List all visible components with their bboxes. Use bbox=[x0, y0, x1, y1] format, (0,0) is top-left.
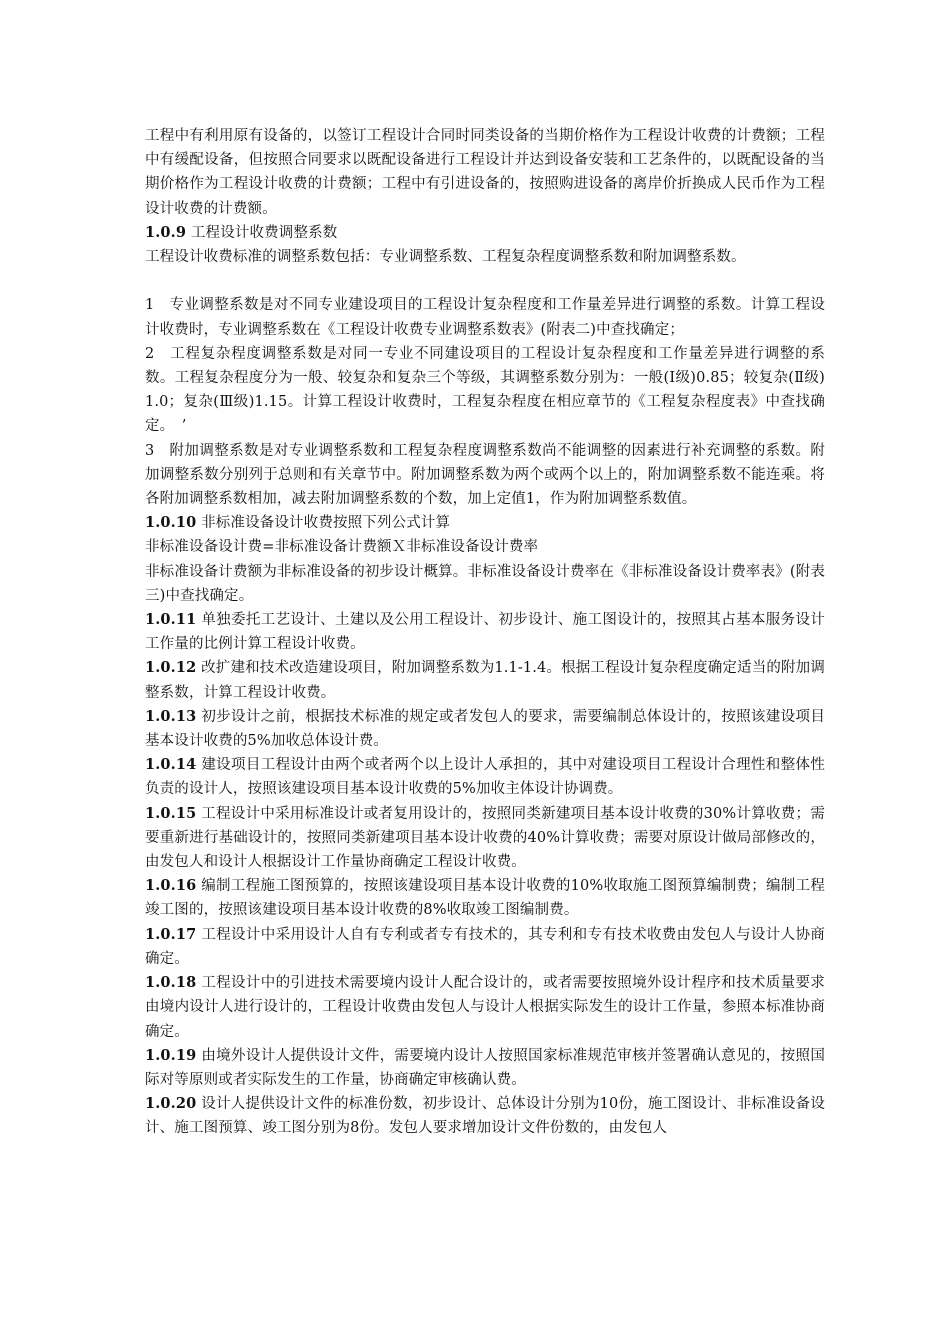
list-item-2-complexity-coefficient bbox=[145, 342, 825, 439]
list-item-text: 3 附加调整系数是对专业调整系数和工程复杂程度调整系数尚不能调整的因素进行补充调整的系数。附加调整系数分别列于总则和有关章节中。附加调整系数为两个或两个以上的，附加调整系数不能连乘。将各附加调整系数相加，减去附加调整系数的个数，加上定值1，作为附加调整系数值。 bbox=[145, 442, 825, 508]
section-number: 1.0.10 bbox=[145, 514, 197, 532]
section-number: 1.0.15 bbox=[145, 804, 197, 822]
section-text: 建设项目工程设计由两个或者两个以上设计人承担的，其中对建设项目工程设计合理性和整体性负责的设计人，按照该建设项目基本设计收费的5%加收主体设计协调费。 bbox=[145, 757, 825, 798]
section-1-0-16 bbox=[145, 874, 825, 922]
section-text: 工程设计中的引进技术需要境内设计人配合设计的，或者需要按照境外设计程序和技术质量要求由境内设计人进行设计的，工程设计收费由发包人与设计人根据实际发生的设计工作量，参照本标准协商确定。 bbox=[145, 975, 825, 1040]
paragraph-adjustment-coefficients bbox=[145, 245, 825, 269]
list-item-text: 1 专业调整系数是对不同专业建设项目的工程设计复杂程度和工作量差异进行调整的系数。计算工程设计收费时，专业调整系数在《工程设计收费专业调整系数表》(附表二)中查找确定； bbox=[145, 297, 825, 338]
section-text: 设计人提供设计文件的标准份数，初步设计、总体设计分别为10份，施工图设计、非标准设备设计、施工图预算、竣工图分别为8份。发包人要求增加设计文件份数的，由发包人 bbox=[145, 1096, 825, 1137]
section-number: 1.0.13 bbox=[145, 707, 197, 725]
section-1-0-10 bbox=[145, 511, 825, 535]
list-item-1-professional-coefficient bbox=[145, 293, 825, 341]
section-1-0-12 bbox=[145, 656, 825, 704]
section-1-0-20 bbox=[145, 1092, 825, 1140]
section-text: 工程设计中采用标准设计或者复用设计的，按照同类新建项目基本设计收费的30%计算收费；需要重新进行基础设计的，按照同类新建项目基本设计收费的40%计算收费；需要对原设计做局部修改的，由发包人和设计人根据设计工作量协商确定工程设计收费。 bbox=[145, 805, 825, 871]
paragraph-equipment-fee-basis bbox=[145, 124, 825, 221]
section-number: 1.0.19 bbox=[145, 1046, 197, 1064]
section-text: 改扩建和技术改造建设项目，附加调整系数为1.1-1.4。根据工程设计复杂程度确定适当的附加调整系数，计算工程设计收费。 bbox=[145, 660, 825, 701]
section-number: 1.0.9 bbox=[145, 223, 187, 241]
section-number: 1.0.20 bbox=[145, 1095, 197, 1113]
section-1-0-15 bbox=[145, 802, 825, 875]
section-number: 1.0.17 bbox=[145, 925, 197, 943]
section-number: 1.0.14 bbox=[145, 756, 197, 774]
section-1-0-19 bbox=[145, 1044, 825, 1092]
section-text: 编制工程施工图预算的，按照该建设项目基本设计收费的10%收取施工图预算编制费；编制工程竣工图的，按照该建设项目基本设计收费的8%收取竣工图编制费。 bbox=[145, 878, 825, 919]
blank-line bbox=[145, 269, 825, 293]
section-text: 初步设计之前，根据技术标准的规定或者发包人的要求，需要编制总体设计的，按照该建设项目基本设计收费的5%加收总体设计费。 bbox=[145, 708, 825, 750]
section-text: 由境外设计人提供设计文件，需要境内设计人按照国家标准规范审核并签署确认意见的，按照国际对等原则或者实际发生的工作量，协商确定审核确认费。 bbox=[145, 1047, 825, 1088]
section-text: 单独委托工艺设计、土建以及公用工程设计、初步设计、施工图设计的，按照其占基本服务设计工作量的比例计算工程设计收费。 bbox=[145, 612, 825, 653]
section-1-0-17 bbox=[145, 923, 825, 971]
list-item-3-additional-coefficient bbox=[145, 439, 825, 512]
section-text: 工程设计收费调整系数 bbox=[190, 224, 338, 241]
section-number: 1.0.12 bbox=[145, 659, 197, 677]
section-text: 工程设计中采用设计人自有专利或者专有技术的，其专利和专有技术收费由发包人与设计人协商确定。 bbox=[145, 926, 825, 967]
section-text: 非标准设备设计收费按照下列公式计算 bbox=[201, 515, 451, 532]
section-1-0-14 bbox=[145, 753, 825, 801]
section-number: 1.0.11 bbox=[145, 611, 197, 629]
paragraph-nonstandard-basis bbox=[145, 560, 825, 608]
document-page bbox=[145, 124, 825, 1141]
section-1-0-11 bbox=[145, 608, 825, 656]
section-number: 1.0.18 bbox=[145, 974, 197, 992]
formula-text: 非标准设备设计费=非标准设备计费额Ｘ非标准设备设计费率 bbox=[145, 539, 539, 556]
paragraph-text: 工程设计收费标准的调整系数包括：专业调整系数、工程复杂程度调整系数和附加调整系数。 bbox=[145, 249, 746, 266]
paragraph-text: 工程中有利用原有设备的，以签订工程设计合同时同类设备的当期价格作为工程设计收费的计费额；工程中有缓配设备，但按照合同要求以既配设备进行工程设计并达到设备安装和工艺条件的，以既配设备的当期价格作为工程设计收费的计费额；工程中有引进设备的，按照购进设备的离岸价折换成人民币作为工程设计收费的计费额。 bbox=[145, 128, 825, 217]
section-1-0-13 bbox=[145, 705, 825, 753]
list-item-text: 2 工程复杂程度调整系数是对同一专业不同建设项目的工程设计复杂程度和工作量差异进行调整的系数。工程复杂程度分为一般、较复杂和复杂三个等级，其调整系数分别为：一般(Ⅰ级)0.85；较复杂(Ⅱ级)1.0；复杂(Ⅲ级)1.15。计算工程设计收费时，工程复杂程度在相应章节的《工程复杂程度表》中查找确定。 ’ bbox=[145, 345, 825, 435]
paragraph-formula bbox=[145, 535, 825, 559]
section-1-0-18 bbox=[145, 971, 825, 1044]
paragraph-text: 非标准设备计费额为非标准设备的初步设计概算。非标准设备设计费率在《非标准设备设计费率表》(附表三)中查找确定。 bbox=[145, 563, 825, 604]
section-1-0-9 bbox=[145, 221, 825, 245]
section-number: 1.0.16 bbox=[145, 877, 197, 895]
